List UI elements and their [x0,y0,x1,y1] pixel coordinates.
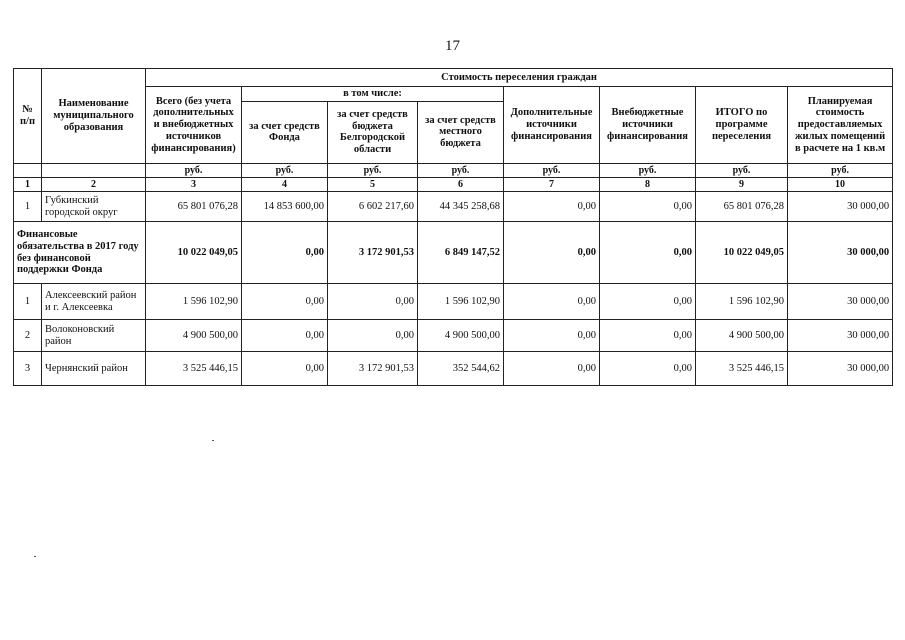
subtotal-regional: 3 172 901,53 [328,222,418,284]
column-number-row [14,177,893,191]
column-number: 8 [600,177,696,191]
header-regional-budget: за счет средств бюджета Белгородской области [328,101,418,163]
row-fund: 0,00 [242,352,328,386]
row-index: 3 [14,352,42,386]
subtotal-fund: 0,00 [242,222,328,284]
row-regional: 6 602 217,60 [328,192,418,222]
header-cost-group: Стоимость переселения граждан [146,69,893,87]
row-regional: 0,00 [328,284,418,320]
subtotal-planned: 30 000,00 [788,222,893,284]
column-number: 1 [14,177,42,191]
unit-cell: руб. [146,163,242,177]
row-itogo: 4 900 500,00 [696,320,788,352]
row-municipality: Чернянский район [42,352,146,386]
unit-cell: руб. [242,163,328,177]
subtotal-local: 6 849 147,52 [418,222,504,284]
header-index: № п/п [14,69,42,164]
unit-cell: руб. [696,163,788,177]
row-total: 1 596 102,90 [146,284,242,320]
scan-speck [212,440,214,441]
table-row [14,284,893,320]
header-offbudget-sources: Внебюджетные источники финансирования [600,87,696,164]
row-fund: 0,00 [242,320,328,352]
header-fund: за счет средств Фонда [242,101,328,163]
header-planned-cost: Планируемая стоимость предоставляемых жилых помещений в расчете на 1 кв.м [788,87,893,164]
unit-cell: руб. [788,163,893,177]
header-total: Всего (без учета дополнительных и внебюджетных источников финансирования) [146,87,242,164]
column-number: 5 [328,177,418,191]
row-local: 4 900 500,00 [418,320,504,352]
column-number: 4 [242,177,328,191]
row-local: 44 345 258,68 [418,192,504,222]
row-planned: 30 000,00 [788,284,893,320]
column-number: 9 [696,177,788,191]
row-offbudget: 0,00 [600,320,696,352]
row-local: 352 544,62 [418,352,504,386]
subtotal-itogo: 10 022 049,05 [696,222,788,284]
row-itogo: 3 525 446,15 [696,352,788,386]
subtotal-offbudget: 0,00 [600,222,696,284]
row-offbudget: 0,00 [600,352,696,386]
row-municipality: Губкинский городской округ [42,192,146,222]
header-itogo: ИТОГО по программе переселения [696,87,788,164]
unit-cell: руб. [600,163,696,177]
column-number: 3 [146,177,242,191]
row-index: 1 [14,284,42,320]
row-municipality: Алексеевский район и г. Алексеевка [42,284,146,320]
row-additional: 0,00 [504,352,600,386]
subtotal-label: Финансовые обязательства в 2017 году без финансовой поддержки Фонда [14,222,146,284]
subtotal-additional: 0,00 [504,222,600,284]
row-regional: 3 172 901,53 [328,352,418,386]
subtotal-total: 10 022 049,05 [146,222,242,284]
column-number: 10 [788,177,893,191]
table-row [14,352,893,386]
unit-cell: руб. [328,163,418,177]
row-planned: 30 000,00 [788,320,893,352]
row-total: 3 525 446,15 [146,352,242,386]
table-row [14,192,893,222]
row-regional: 0,00 [328,320,418,352]
row-index: 2 [14,320,42,352]
row-planned: 30 000,00 [788,352,893,386]
column-number: 7 [504,177,600,191]
row-offbudget: 0,00 [600,284,696,320]
page-number: 17 [445,38,460,54]
row-municipality: Волоконовский район [42,320,146,352]
subtotal-row [14,222,893,284]
row-itogo: 1 596 102,90 [696,284,788,320]
header-including-group: в том числе: [242,87,504,102]
column-number: 6 [418,177,504,191]
row-local: 1 596 102,90 [418,284,504,320]
row-index: 1 [14,192,42,222]
row-total: 65 801 076,28 [146,192,242,222]
header-municipality: Наименование муниципального образования [42,69,146,164]
row-offbudget: 0,00 [600,192,696,222]
scan-speck [34,556,36,557]
row-planned: 30 000,00 [788,192,893,222]
row-fund: 0,00 [242,284,328,320]
row-additional: 0,00 [504,284,600,320]
resettlement-cost-table [13,68,893,386]
unit-row [14,163,893,177]
row-additional: 0,00 [504,320,600,352]
header-local-budget: за счет средств местного бюджета [418,101,504,163]
row-fund: 14 853 600,00 [242,192,328,222]
column-number: 2 [42,177,146,191]
table-row [14,320,893,352]
row-additional: 0,00 [504,192,600,222]
unit-cell: руб. [504,163,600,177]
row-itogo: 65 801 076,28 [696,192,788,222]
row-total: 4 900 500,00 [146,320,242,352]
header-additional-sources: Дополнительные источники финансирования [504,87,600,164]
unit-cell: руб. [418,163,504,177]
